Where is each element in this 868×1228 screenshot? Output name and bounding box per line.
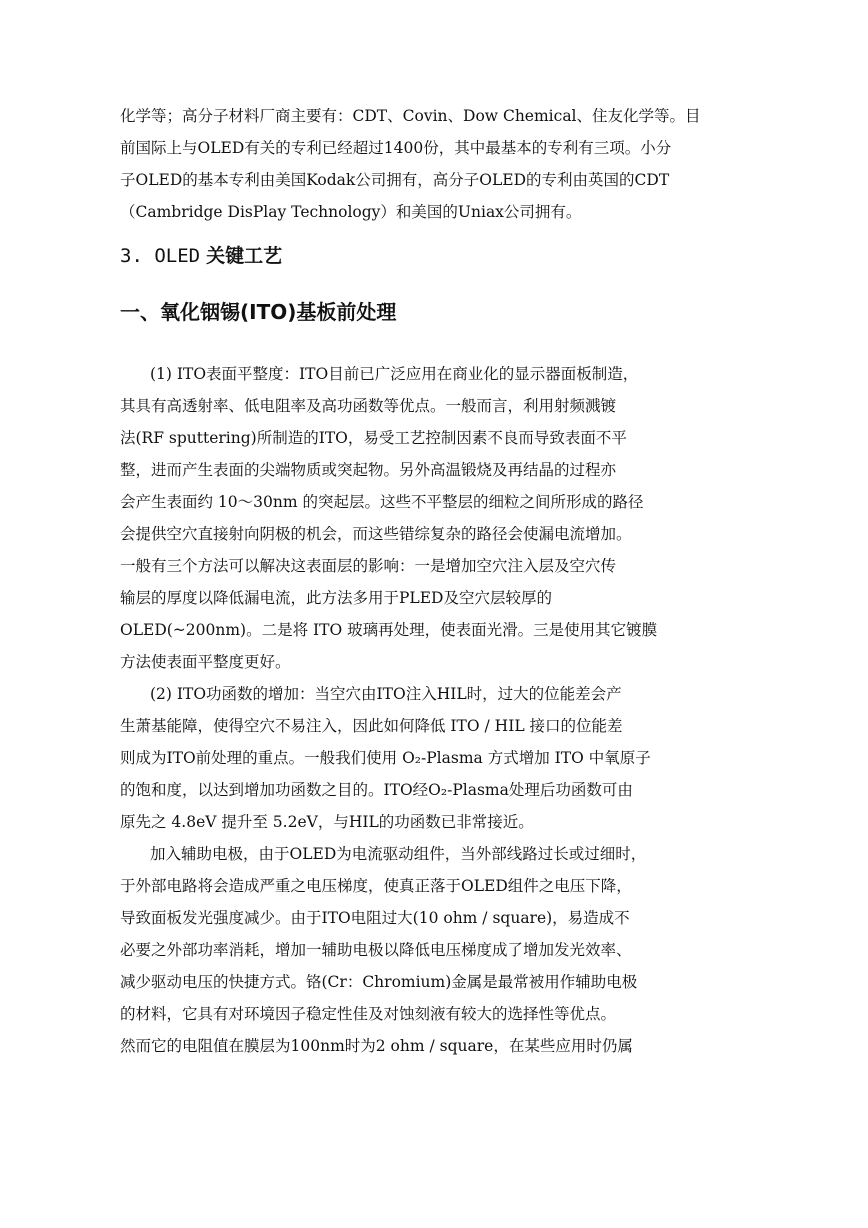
text-line: 减少驱动电压的快捷方式。铬(Cr：Chromium)金属是最常被用作辅助电极 <box>120 973 638 991</box>
text-line: 方法使表面平整度更好。 <box>120 653 291 671</box>
paragraph-ito-work-function <box>120 678 748 838</box>
text-line: 导致面板发光强度减少。由于ITO电阻过大(10 ohm / square)，易造成不 <box>120 909 630 927</box>
text-line: 整，进而产生表面的尖端物质或突起物。另外高温锻烧及再结晶的过程亦 <box>120 461 617 479</box>
text-line: 于外部电路将会造成严重之电压梯度，使真正落于OLED组件之电压下降， <box>120 877 632 895</box>
text-line: 子OLED的基本专利由美国Kodak公司拥有，高分子OLED的专利由英国的CDT <box>120 171 670 189</box>
text-line: 生萧基能障，使得空穴不易注入，因此如何降低 ITO / HIL 接口的位能差 <box>120 717 623 735</box>
text-line: 输层的厚度以降低漏电流，此方法多用于PLED及空穴层较厚的 <box>120 589 552 607</box>
text-line: 然而它的电阻值在膜层为100nm时为2 ohm / square，在某些应用时仍属 <box>120 1037 633 1055</box>
text-line: 加入辅助电极，由于OLED为电流驱动组件，当外部线路过长或过细时， <box>150 845 647 863</box>
section-title: 关键工艺 <box>206 245 283 267</box>
section-number: 3. OLED <box>120 245 201 267</box>
text-line: OLED(~200nm)。二是将 ITO 玻璃再处理，使表面光滑。三是使用其它镀膜 <box>120 621 658 639</box>
text-line: 则成为ITO前处理的重点。一般我们使用 O₂-Plasma 方式增加 ITO 中氧原子 <box>120 749 651 767</box>
intro-paragraph <box>120 100 748 228</box>
paragraph-auxiliary-electrode <box>120 838 748 1062</box>
text-line: 的材料，它具有对环境因子稳定性佳及对蚀刻液有较大的选择性等优点。 <box>120 1005 617 1023</box>
text-line: (2) ITO功函数的增加：当空穴由ITO注入HIL时，过大的位能差会产 <box>150 685 622 703</box>
text-line: (1) ITO表面平整度：ITO目前已广泛应用在商业化的显示器面板制造， <box>150 365 639 383</box>
text-line: 前国际上与OLED有关的专利已经超过1400份，其中最基本的专利有三项。小分 <box>120 139 672 157</box>
text-line: 法(RF sputtering)所制造的ITO，易受工艺控制因素不良而导致表面不平 <box>120 429 627 447</box>
text-line: 其具有高透射率、低电阻率及高功函数等优点。一般而言，利用射频溅镀 <box>120 397 617 415</box>
paragraph-ito-flatness <box>120 358 748 678</box>
text-line: （Cambridge DisPlay Technology）和美国的Uniax公司拥有。 <box>120 203 582 221</box>
section-heading-3 <box>120 240 748 272</box>
text-line: 原先之 4.8eV 提升至 5.2eV，与HIL的功函数已非常接近。 <box>120 813 534 831</box>
text-line: 会产生表面约 10～30nm 的突起层。这些不平整层的细粒之间所形成的路径 <box>120 493 644 511</box>
text-line: 的饱和度，以达到增加功函数之目的。ITO经O₂-Plasma处理后功函数可由 <box>120 781 633 799</box>
text-line: 一般有三个方法可以解决这表面层的影响：一是增加空穴注入层及空穴传 <box>120 557 617 575</box>
subsection-heading-ito: 一、氧化铟锡(ITO)基板前处理 <box>120 300 397 324</box>
text-line: 会提供空穴直接射向阴极的机会，而这些错综复杂的路径会使漏电流增加。 <box>120 525 632 543</box>
text-line: 必要之外部功率消耗，增加一辅助电极以降低电压梯度成了增加发光效率、 <box>120 941 632 959</box>
text-line: 化学等；高分子材料厂商主要有：CDT、Covin、Dow Chemical、住友化学等。目 <box>120 107 701 125</box>
